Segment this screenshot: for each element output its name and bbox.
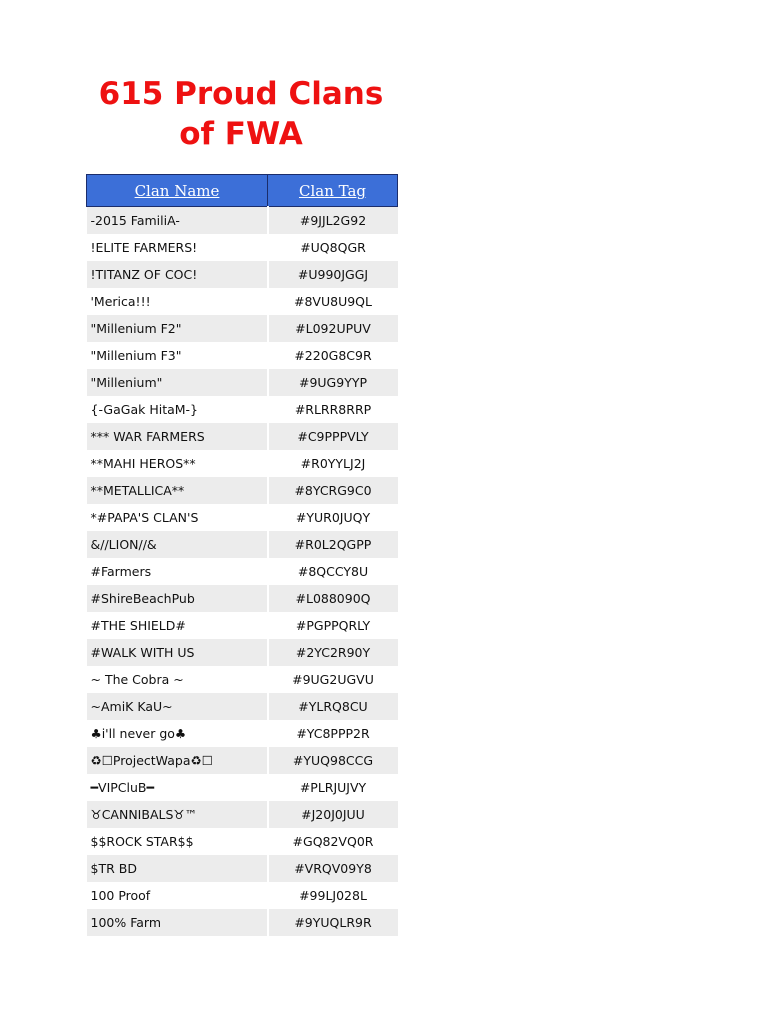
page-title <box>86 74 396 154</box>
table-header-row <box>87 175 398 207</box>
table-row <box>87 315 398 342</box>
table-row <box>87 639 398 666</box>
table-row <box>87 909 398 936</box>
table-row <box>87 369 398 396</box>
clan-name-cell: "Millenium F3" <box>87 342 268 369</box>
clan-tag-cell: #PLRJUJVY <box>268 774 398 801</box>
table-row <box>87 801 398 828</box>
clan-tag-cell: #YLRQ8CU <box>268 693 398 720</box>
table-row <box>87 558 398 585</box>
clan-tag-cell: #R0YYLJ2J <box>268 450 398 477</box>
clan-name-cell: *#PAPA'S CLAN'S <box>87 504 268 531</box>
clan-tag-cell: #8QCCY8U <box>268 558 398 585</box>
table-row <box>87 234 398 261</box>
table-row <box>87 585 398 612</box>
clan-name-cell: $TR BD <box>87 855 268 882</box>
clan-name-cell: ~ The Cobra ~ <box>87 666 268 693</box>
table-row <box>87 666 398 693</box>
clan-name-cell: "Millenium F2" <box>87 315 268 342</box>
clan-name-cell: ♻☐ProjectWapa♻☐ <box>87 747 268 774</box>
clan-tag-cell: #8YCRG9C0 <box>268 477 398 504</box>
clan-name-cell: {-GaGak HitaM-} <box>87 396 268 423</box>
table-row <box>87 450 398 477</box>
clan-name-cell: ━VIPCluB━ <box>87 774 268 801</box>
clan-tag-cell: #R0L2QGPP <box>268 531 398 558</box>
clan-tag-cell: #L092UPUV <box>268 315 398 342</box>
clan-name-cell: "Millenium" <box>87 369 268 396</box>
table-row <box>87 261 398 288</box>
clan-name-cell: **METALLICA** <box>87 477 268 504</box>
table-row <box>87 288 398 315</box>
clan-name-cell: #WALK WITH US <box>87 639 268 666</box>
clan-tag-cell: #YUR0JUQY <box>268 504 398 531</box>
table-row <box>87 855 398 882</box>
page-title-line-2: of FWA <box>179 116 303 152</box>
clan-tag-cell: #220G8C9R <box>268 342 398 369</box>
clan-tag-cell: #9YUQLR9R <box>268 909 398 936</box>
clan-tag-cell: #9UG2UGVU <box>268 666 398 693</box>
table-row <box>87 423 398 450</box>
clan-tag-cell: #UQ8QGR <box>268 234 398 261</box>
clans-table-body <box>87 207 398 937</box>
clan-tag-cell: #9UG9YYP <box>268 369 398 396</box>
table-row <box>87 720 398 747</box>
table-row <box>87 882 398 909</box>
table-row <box>87 504 398 531</box>
table-row <box>87 612 398 639</box>
clan-name-cell: !ELITE FARMERS! <box>87 234 268 261</box>
clan-name-cell: 'Merica!!! <box>87 288 268 315</box>
table-row <box>87 396 398 423</box>
table-row <box>87 477 398 504</box>
clan-tag-cell: #8VU8U9QL <box>268 288 398 315</box>
clan-tag-cell: #L088090Q <box>268 585 398 612</box>
clan-name-cell: #ShireBeachPub <box>87 585 268 612</box>
table-row <box>87 342 398 369</box>
table-row <box>87 531 398 558</box>
table-row <box>87 693 398 720</box>
clan-tag-cell: #VRQV09Y8 <box>268 855 398 882</box>
clans-table <box>86 174 398 936</box>
clan-tag-cell: #99LJ028L <box>268 882 398 909</box>
clan-name-cell: #Farmers <box>87 558 268 585</box>
clan-name-cell: *** WAR FARMERS <box>87 423 268 450</box>
clan-tag-cell: #J20J0JUU <box>268 801 398 828</box>
clan-name-cell: **MAHI HEROS** <box>87 450 268 477</box>
clan-name-cell: $$ROCK STAR$$ <box>87 828 268 855</box>
clan-name-cell: ~AmiK KaU~ <box>87 693 268 720</box>
clan-name-cell: -2015 FamiliA- <box>87 207 268 235</box>
clan-tag-cell: #9JJL2G92 <box>268 207 398 235</box>
clan-tag-cell: #2YC2R90Y <box>268 639 398 666</box>
clan-tag-cell: #RLRR8RRP <box>268 396 398 423</box>
column-header-clan-name: Clan Name <box>87 175 268 207</box>
clan-name-cell: &//LION//& <box>87 531 268 558</box>
table-row <box>87 207 398 235</box>
table-row <box>87 747 398 774</box>
column-header-clan-tag: Clan Tag <box>268 175 398 207</box>
clan-name-cell: 100 Proof <box>87 882 268 909</box>
clan-tag-cell: #YUQ98CCG <box>268 747 398 774</box>
clan-tag-cell: #U990JGGJ <box>268 261 398 288</box>
clan-name-cell: ♉CANNIBALS♉™ <box>87 801 268 828</box>
clan-tag-cell: #GQ82VQ0R <box>268 828 398 855</box>
clan-tag-cell: #YC8PPP2R <box>268 720 398 747</box>
clan-name-cell: !TITANZ OF COC! <box>87 261 268 288</box>
clan-tag-cell: #C9PPPVLY <box>268 423 398 450</box>
clan-tag-cell: #PGPPQRLY <box>268 612 398 639</box>
table-row <box>87 774 398 801</box>
page-title-line-1: 615 Proud Clans <box>98 76 384 112</box>
clan-name-cell: ♣i'll never go♣ <box>87 720 268 747</box>
clan-name-cell: #THE SHIELD# <box>87 612 268 639</box>
clan-name-cell: 100% Farm <box>87 909 268 936</box>
table-row <box>87 828 398 855</box>
